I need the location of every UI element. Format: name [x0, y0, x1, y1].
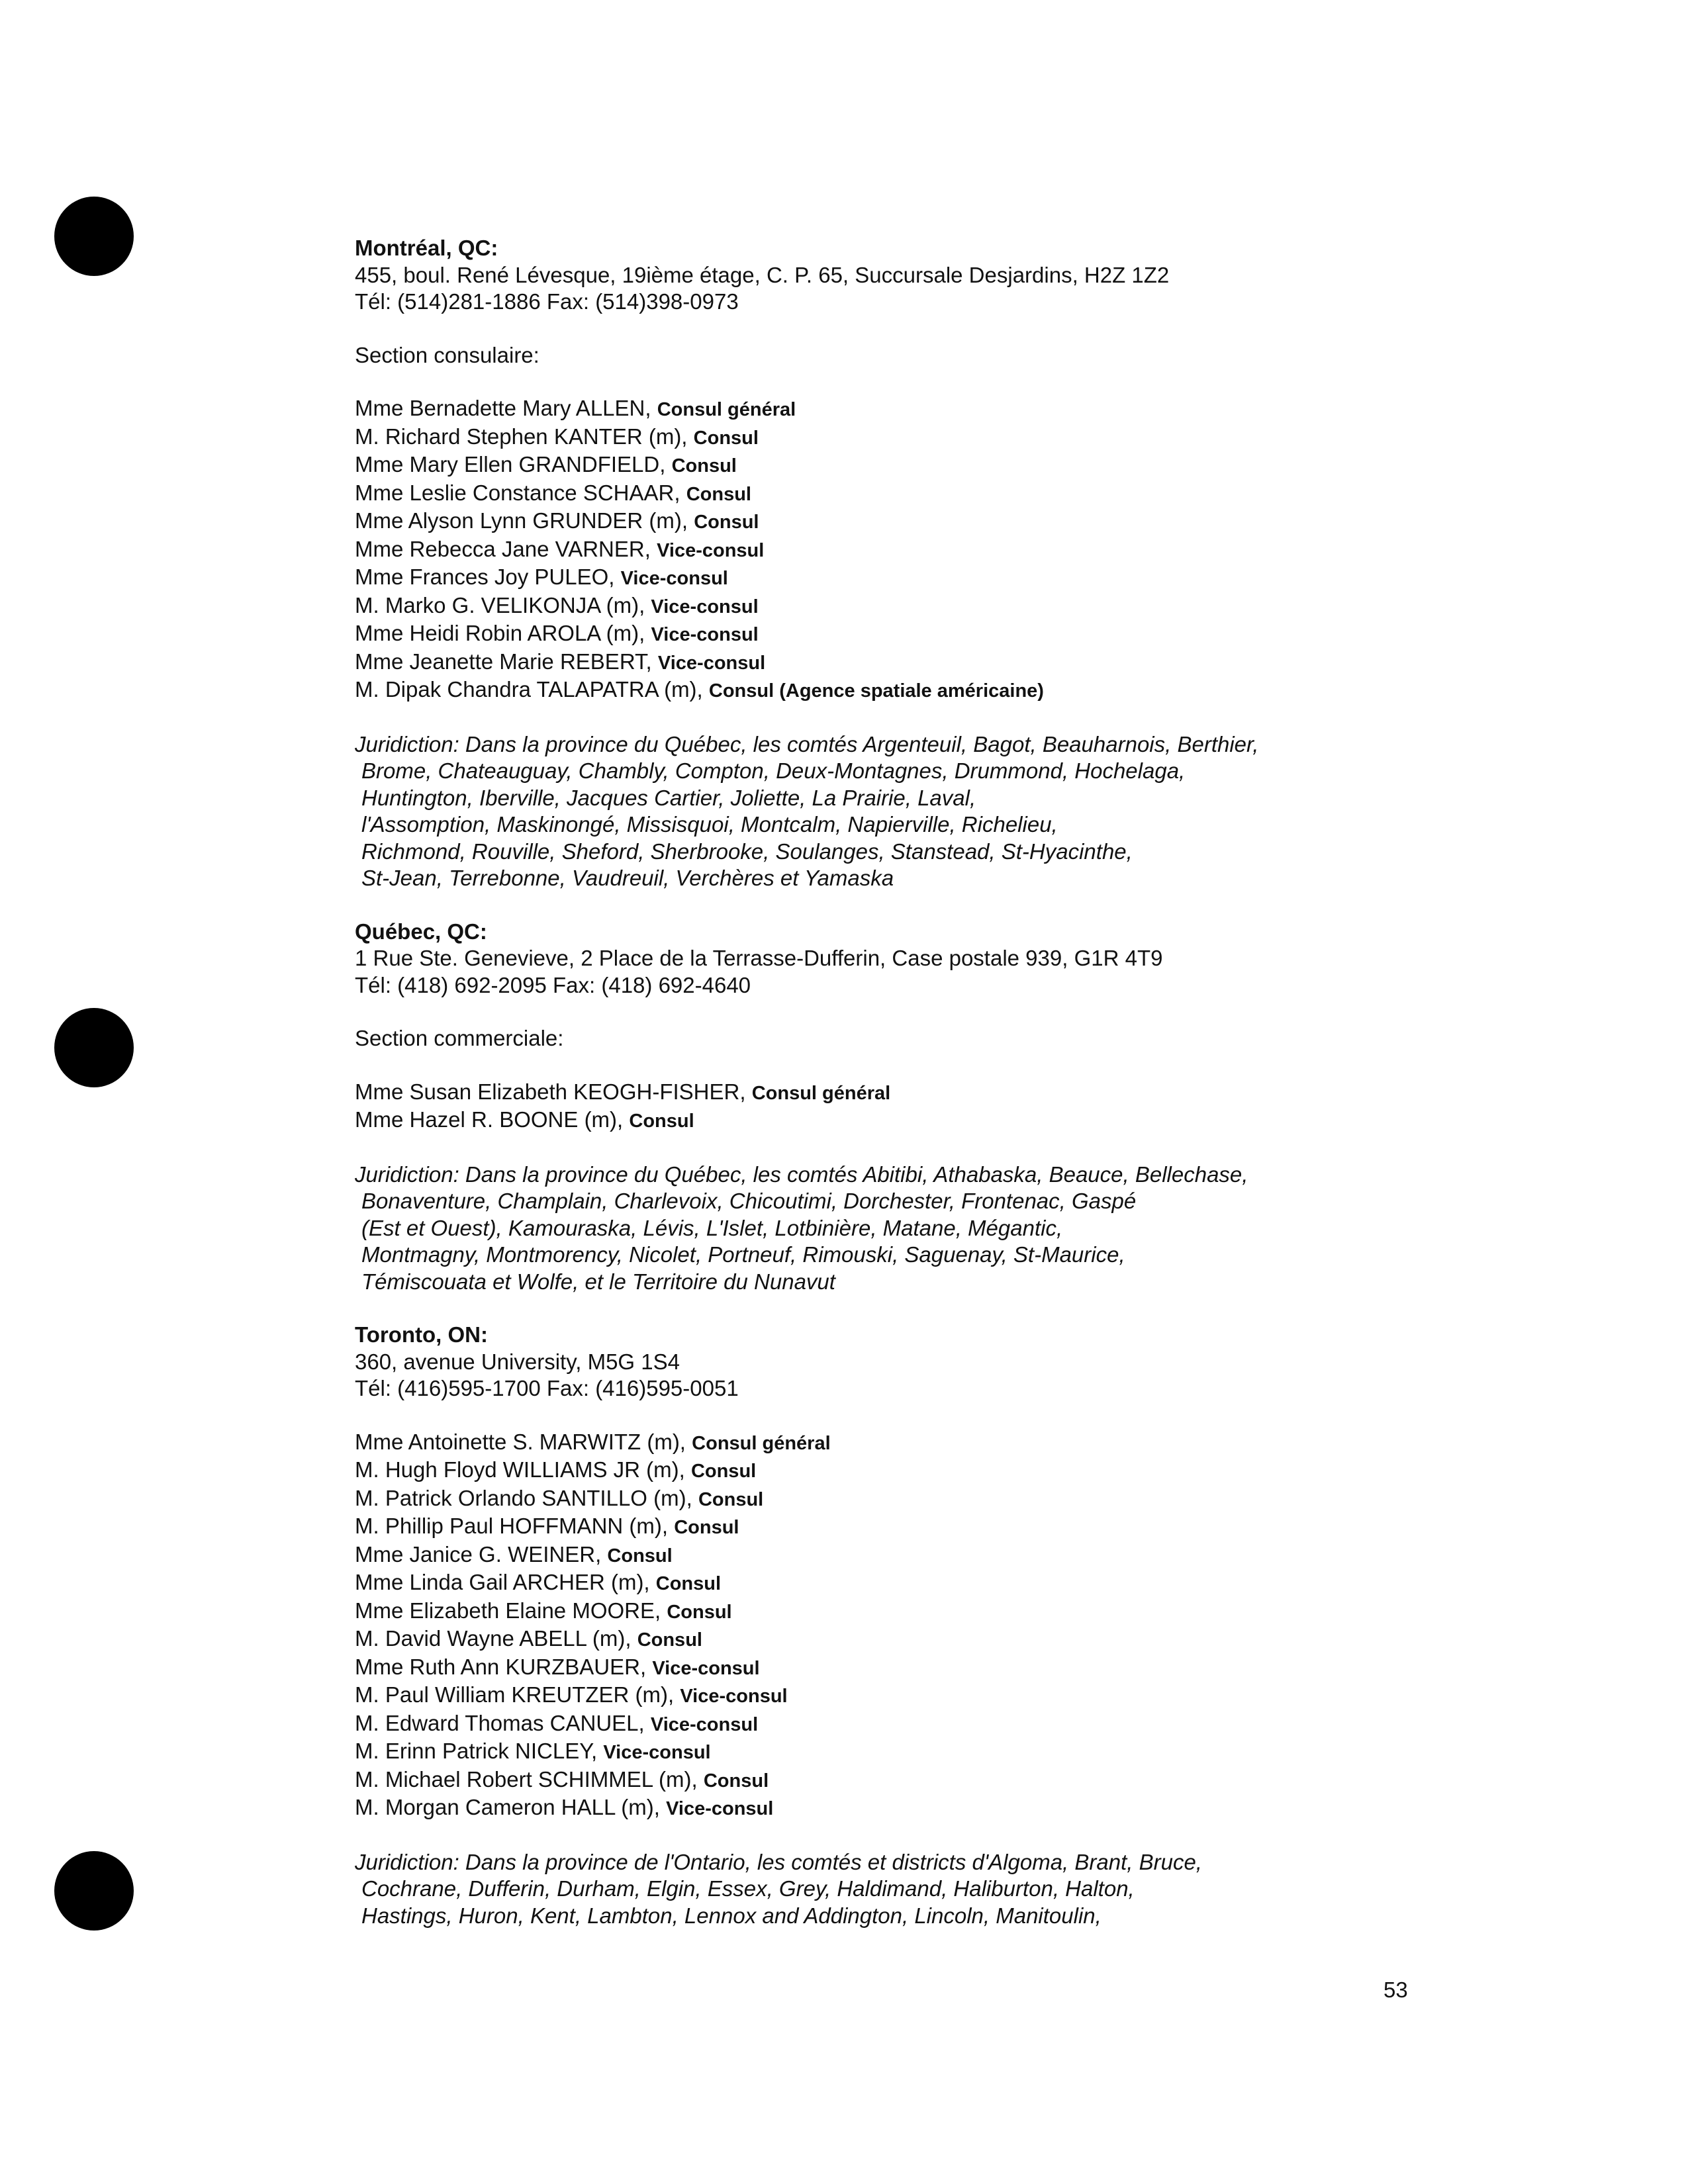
staff-role: Consul	[655, 1573, 722, 1594]
staff-entry	[355, 1682, 1387, 1710]
staff-role: Consul	[637, 1629, 702, 1651]
section-label: Section commerciale:	[355, 1026, 564, 1050]
staff-name: M. Richard Stephen KANTER (m),	[355, 424, 694, 449]
consulate-section	[355, 1322, 1387, 1929]
staff-entry	[355, 1513, 1387, 1541]
staff-entry	[355, 564, 1387, 592]
jurisdiction-line: Juridiction: Dans la province du Québec, les comtés Abitibi, Athabaska, Beauce, Bellechase,	[355, 1161, 1248, 1187]
staff-name: Mme Heidi Robin AROLA (m),	[355, 621, 651, 645]
staff-name: Mme Mary Ellen GRANDFIELD,	[355, 452, 672, 477]
phone-line: Tél: (416)595-1700 Fax: (416)595-0051	[355, 1376, 739, 1400]
consulate-section	[355, 235, 1387, 892]
consulate-header	[355, 235, 1387, 316]
staff-name: Mme Antoinette S. MARWITZ (m),	[355, 1429, 692, 1454]
jurisdiction-line: St-Jean, Terrebonne, Vaudreuil, Verchères et Yamaska	[361, 866, 894, 890]
jurisdiction-text	[355, 1161, 1387, 1296]
staff-entry	[355, 1794, 1387, 1823]
staff-role: Consul	[698, 1488, 764, 1510]
staff-entry	[355, 1625, 1387, 1654]
staff-entry	[355, 1738, 1387, 1766]
staff-name: Mme Bernadette Mary ALLEN,	[355, 396, 657, 420]
staff-role: Vice-consul	[651, 624, 759, 645]
address-line: 1 Rue Ste. Genevieve, 2 Place de la Terrasse-Dufferin, Case postale 939, G1R 4T9	[355, 946, 1163, 970]
staff-name: M. Phillip Paul HOFFMANN (m),	[355, 1514, 675, 1538]
staff-name: M. Paul William KREUTZER (m),	[355, 1682, 680, 1707]
staff-name: M. Dipak Chandra TALAPATRA (m),	[355, 677, 709, 702]
staff-name: Mme Alyson Lynn GRUNDER (m),	[355, 508, 694, 533]
city-heading: Québec, QC:	[355, 919, 487, 944]
staff-entry	[355, 1485, 1387, 1514]
staff-role: Consul	[690, 1461, 757, 1482]
jurisdiction-line: Juridiction: Dans la province du Québec, les comtés Argenteuil, Bagot, Beauharnois, Berthier,	[355, 731, 1259, 756]
staff-role: Vice-consul	[603, 1742, 711, 1763]
jurisdiction-line: Témiscouata et Wolfe, et le Territoire du Nunavut	[361, 1269, 835, 1294]
section-label: Section consulaire:	[355, 342, 539, 367]
staff-entry	[355, 1654, 1387, 1682]
staff-name: Mme Hazel R. BOONE (m),	[355, 1107, 630, 1132]
consulate-header	[355, 1322, 1387, 1402]
staff-list	[355, 1429, 1387, 1823]
staff-name: Mme Ruth Ann KURZBAUER,	[355, 1654, 653, 1679]
jurisdiction-line: Brome, Chateauguay, Chambly, Compton, Deux-Montagnes, Drummond, Hochelaga,	[361, 758, 1186, 783]
staff-name: Mme Linda Gail ARCHER (m),	[355, 1570, 656, 1594]
jurisdiction-line: Richmond, Rouville, Sheford, Sherbrooke, Soulanges, Stanstead, St-Hyacinthe,	[361, 839, 1133, 864]
staff-name: M. Erinn Patrick NICLEY,	[355, 1739, 604, 1763]
staff-role: Vice-consul	[650, 1713, 759, 1735]
staff-entry	[355, 1710, 1387, 1739]
binder-hole-bottom	[54, 1851, 134, 1931]
staff-role: Vice-consul	[651, 596, 759, 617]
page-number: 53	[1383, 1978, 1408, 2002]
staff-entry	[355, 1079, 1387, 1107]
document-body	[355, 235, 1387, 1956]
staff-role: Consul	[703, 1770, 769, 1792]
phone-line: Tél: (514)281-1886 Fax: (514)398-0973	[355, 289, 739, 314]
binder-hole-top	[54, 197, 134, 276]
jurisdiction-line: Montmagny, Montmorency, Nicolet, Portneuf, Rimouski, Saguenay, St-Maurice,	[361, 1242, 1125, 1267]
staff-role: Consul	[694, 512, 759, 533]
jurisdiction-text	[355, 1849, 1387, 1930]
staff-list	[355, 395, 1387, 705]
staff-role: Consul	[671, 455, 737, 477]
staff-name: Mme Elizabeth Elaine MOORE,	[355, 1598, 667, 1623]
staff-entry	[355, 451, 1387, 480]
staff-role: Consul (Agence spatiale américaine)	[708, 680, 1044, 702]
staff-entry	[355, 1107, 1387, 1135]
consulate-header	[355, 919, 1387, 999]
staff-entry	[355, 536, 1387, 565]
staff-list	[355, 1079, 1387, 1135]
jurisdiction-line: Hastings, Huron, Kent, Lambton, Lennox and Addington, Lincoln, Manitoulin,	[361, 1903, 1102, 1928]
staff-entry	[355, 592, 1387, 621]
staff-name: M. Hugh Floyd WILLIAMS JR (m),	[355, 1457, 691, 1482]
staff-role: Consul général	[692, 1432, 831, 1454]
staff-name: M. Michael Robert SCHIMMEL (m),	[355, 1766, 704, 1792]
consulate-section	[355, 919, 1387, 1296]
staff-entry	[355, 676, 1387, 705]
address-line: 455, boul. René Lévesque, 19ième étage, C. P. 65, Succursale Desjardins, H2Z 1Z2	[355, 262, 1170, 287]
staff-role: Vice-consul	[620, 568, 728, 589]
staff-role: Vice-consul	[680, 1686, 788, 1707]
staff-entry	[355, 1569, 1387, 1598]
staff-name: M. Patrick Orlando SANTILLO (m),	[355, 1485, 698, 1510]
staff-name: Mme Jeanette Marie REBERT,	[355, 649, 658, 674]
staff-role: Vice-consul	[652, 1657, 760, 1679]
staff-role: Consul général	[751, 1082, 891, 1104]
staff-role: Vice-consul	[657, 539, 765, 561]
jurisdiction-line: Juridiction: Dans la province de l'Ontario, les comtés et districts d'Algoma, Brant, Bruce,	[355, 1849, 1202, 1874]
staff-role: Consul	[667, 1601, 732, 1623]
staff-entry	[355, 649, 1387, 677]
address-line: 360, avenue University, M5G 1S4	[355, 1349, 680, 1374]
staff-entry	[355, 508, 1387, 536]
staff-role: Vice-consul	[666, 1798, 774, 1819]
staff-name: Mme Leslie Constance SCHAAR,	[355, 480, 686, 505]
staff-entry	[355, 1429, 1387, 1457]
staff-entry	[355, 1541, 1387, 1570]
staff-name: M. David Wayne ABELL (m),	[355, 1626, 637, 1651]
binder-hole-middle	[54, 1008, 134, 1087]
staff-name: M. Edward Thomas CANUEL,	[355, 1710, 651, 1735]
staff-entry	[355, 480, 1387, 508]
jurisdiction-line: (Est et Ouest), Kamouraska, Lévis, L'Islet, Lotbinière, Matane, Mégantic,	[361, 1215, 1063, 1240]
staff-entry	[355, 1457, 1387, 1485]
staff-role: Vice-consul	[657, 652, 766, 674]
city-heading: Toronto, ON:	[355, 1322, 488, 1347]
staff-role: Consul	[629, 1111, 694, 1132]
city-heading: Montréal, QC:	[355, 236, 498, 260]
staff-name: Mme Frances Joy PULEO,	[355, 565, 621, 589]
jurisdiction-line: Bonaventure, Champlain, Charlevoix, Chicoutimi, Dorchester, Frontenac, Gaspé	[361, 1189, 1137, 1213]
staff-entry	[355, 424, 1387, 452]
staff-role: Consul	[607, 1545, 673, 1567]
staff-name: Mme Janice G. WEINER,	[355, 1541, 608, 1567]
staff-name: M. Marko G. VELIKONJA (m),	[355, 592, 651, 617]
staff-entry	[355, 395, 1387, 424]
staff-entry	[355, 1766, 1387, 1795]
staff-role: Consul général	[657, 399, 796, 420]
staff-role: Consul	[674, 1517, 739, 1538]
staff-name: Mme Rebecca Jane VARNER,	[355, 536, 657, 561]
staff-role: Consul	[693, 427, 759, 449]
staff-entry	[355, 1598, 1387, 1626]
staff-name: Mme Susan Elizabeth KEOGH-FISHER,	[355, 1079, 752, 1104]
jurisdiction-text	[355, 731, 1387, 892]
jurisdiction-line: Huntington, Iberville, Jacques Cartier, Joliette, La Prairie, Laval,	[361, 785, 976, 810]
staff-role: Consul	[686, 483, 751, 505]
staff-entry	[355, 620, 1387, 649]
jurisdiction-line: l'Assomption, Maskinongé, Missisquoi, Montcalm, Napierville, Richelieu,	[361, 812, 1058, 837]
staff-name: M. Morgan Cameron HALL (m),	[355, 1795, 667, 1819]
phone-line: Tél: (418) 692-2095 Fax: (418) 692-4640	[355, 972, 751, 997]
jurisdiction-line: Cochrane, Dufferin, Durham, Elgin, Essex, Grey, Haldimand, Haliburton, Halton,	[361, 1876, 1135, 1901]
